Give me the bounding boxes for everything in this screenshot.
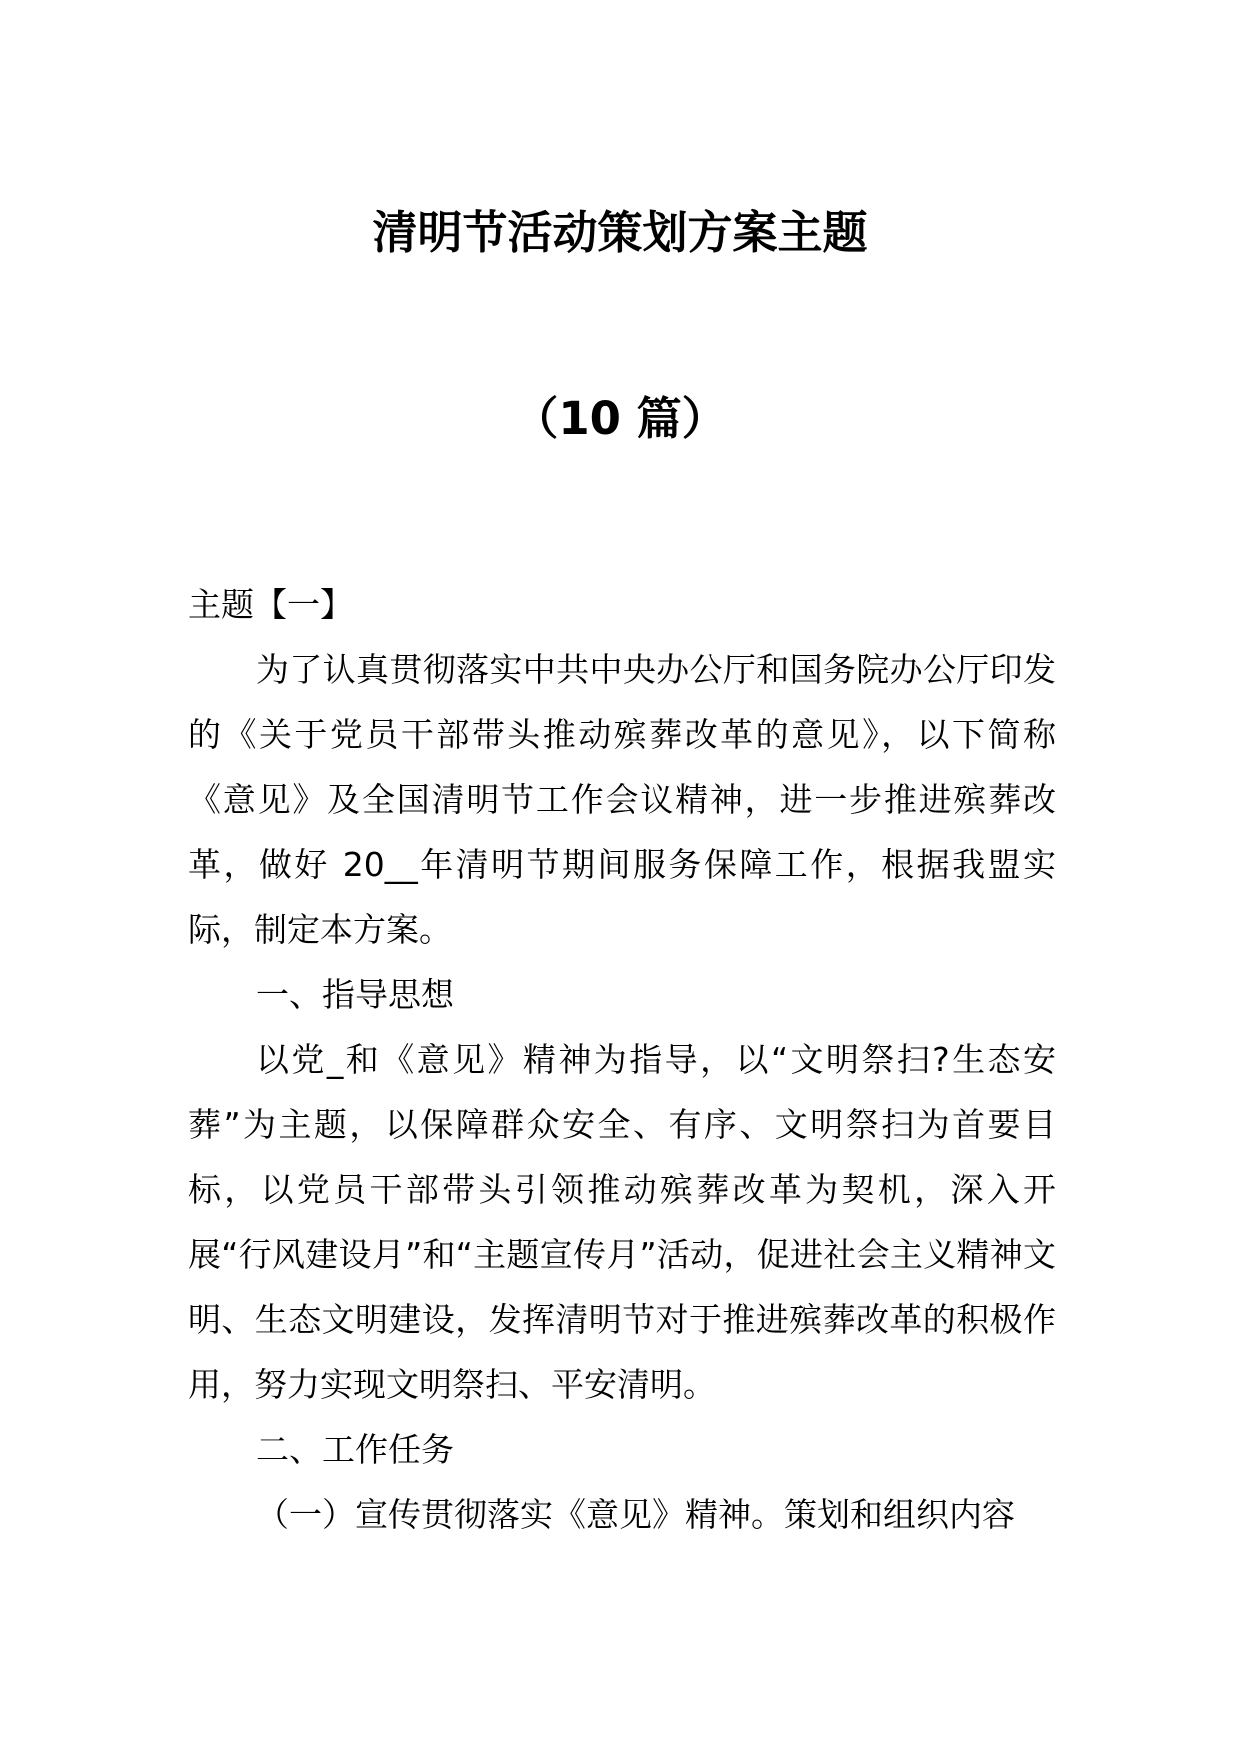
intro-paragraph: 为了认真贯彻落实中共中央办公厅和国务院办公厅印发的《关于党员干部带头推动殡葬改革的意见》，以下简称《意见》及全国清明节工作会议精神，进一步推进殡葬改革，做好 20__年清明节期间服务保障工作，根据我盟实际，制定本方案。 — [188, 650, 1056, 949]
section-label: 主题【一】 — [188, 585, 353, 624]
heading-work-tasks: 二、工作任务 — [256, 1430, 454, 1469]
document-body — [188, 572, 1056, 1547]
document-subtitle: （10 篇） — [513, 392, 727, 445]
guiding-ideology-paragraph: 以党_和《意见》精神为指导，以“文明祭扫?生态安葬”为主题，以保障群众安全、有序、文明祭扫为首要目标，以党员干部带头引领推动殡葬改革为契机，深入开展“行风建设月”和“主题宣传月”活动，促进社会主义精神文明、生态文明建设，发挥清明节对于推进殡葬改革的积极作用，努力实现文明祭扫、平安清明。 — [188, 1040, 1056, 1404]
document-title: 清明节活动策划方案主题 — [372, 206, 868, 259]
work-task-1-paragraph: （一）宣传贯彻落实《意见》精神。策划和组织内容 — [256, 1495, 1015, 1534]
heading-guiding-ideology: 一、指导思想 — [256, 975, 454, 1014]
